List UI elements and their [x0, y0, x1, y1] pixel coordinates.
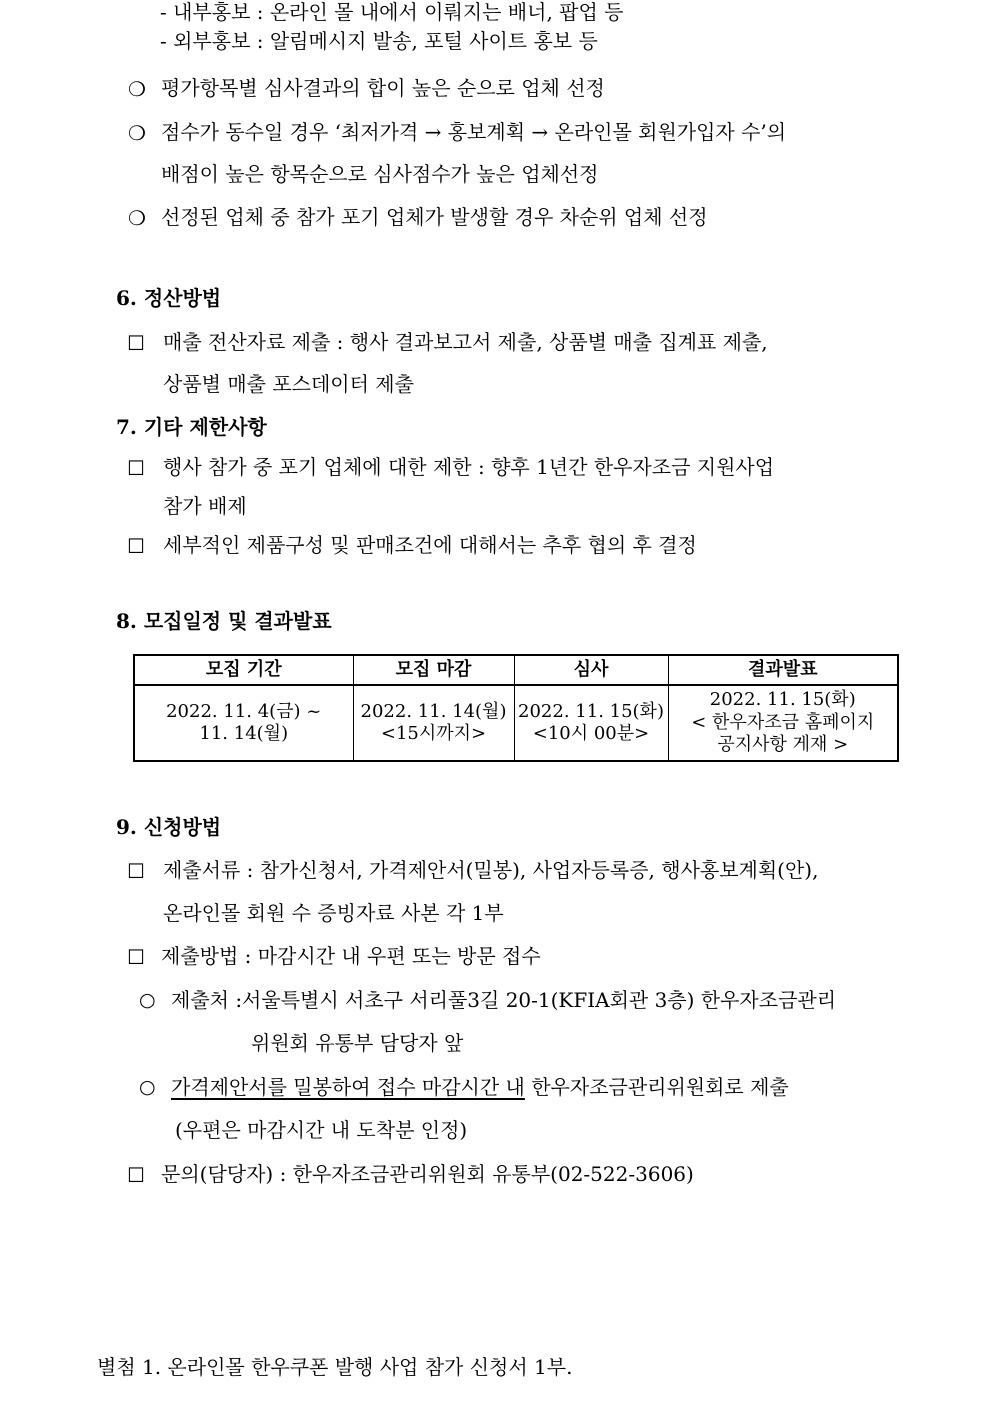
header-recruit-deadline: 모집 마감 [353, 655, 514, 685]
cell-line: 2022. 11. 4(금) ~ [166, 700, 322, 722]
circle-bullet-icon: ❍ [128, 206, 146, 230]
sub-2-rest-text: 한우자조금관리위원회로 제출 [524, 1075, 789, 1099]
cell-line: <10시 00분> [532, 723, 650, 744]
section-9-title: 9. 신청방법 [116, 815, 222, 839]
selection-item-2-line-1: 점수가 동수일 경우 ‘최저가격 → 홍보계획 → 온라인몰 회원가입자 수’의 [161, 120, 787, 144]
schedule-table [133, 654, 899, 762]
cell-recruit-period [134, 685, 353, 761]
underlined-text: 가격제안서를 밀봉하여 접수 마감시간 내 [171, 1075, 525, 1099]
cell-line: 2022. 11. 15(화) [518, 700, 664, 722]
section-9-item-2: 제출방법 : 마감시간 내 우편 또는 방문 접수 [161, 944, 541, 968]
schedule-header-row [134, 655, 898, 685]
section-6-item-line-1: 매출 전산자료 제출 : 행사 결과보고서 제출, 상품별 매출 집계표 제출, [163, 330, 768, 354]
section-9-item-3: 문의(담당자) : 한우자조금관리위원회 유통부(02-522-3606) [161, 1162, 694, 1186]
checkbox-bullet-icon: ☐ [127, 331, 145, 355]
small-circle-bullet-icon: ○ [139, 1076, 156, 1098]
selection-item-1: 평가항목별 심사결과의 합이 높은 순으로 업체 선정 [161, 76, 605, 100]
circle-bullet-icon: ❍ [128, 77, 146, 101]
checkbox-bullet-icon: ☐ [127, 945, 145, 969]
table-row [134, 685, 898, 761]
cell-line: <15시까지> [380, 723, 487, 744]
cell-recruit-deadline [353, 685, 514, 761]
section-9-item-1-line-2: 온라인몰 회원 수 증빙자료 사본 각 1부 [163, 901, 504, 925]
section-9-sub-2-line-1 [171, 1077, 789, 1097]
circle-bullet-icon: ❍ [128, 121, 146, 145]
cell-line: 11. 14(월) [199, 723, 289, 744]
checkbox-bullet-icon: ☐ [127, 859, 145, 883]
section-7-title: 7. 기타 제한사항 [116, 415, 267, 439]
section-9-sub-2-line-2: (우편은 마감시간 내 도착분 인정) [175, 1118, 468, 1142]
checkbox-bullet-icon: ☐ [127, 1163, 145, 1187]
section-7-item-2: 세부적인 제품구성 및 판매조건에 대해서는 추후 협의 후 결정 [163, 533, 697, 557]
section-8-title: 8. 모집일정 및 결과발표 [116, 609, 332, 633]
cell-line: < 한우자조금 홈페이지 [691, 711, 875, 733]
cell-line: 공지사항 게재 > [717, 734, 849, 756]
selection-item-3: 선정된 업체 중 참가 포기 업체가 발생할 경우 차순위 업체 선정 [161, 205, 708, 229]
attachment-note: 별첨 1. 온라인몰 한우쿠폰 발행 사업 참가 신청서 1부. [97, 1355, 573, 1379]
small-circle-bullet-icon: ○ [139, 989, 156, 1011]
section-6-item-line-2: 상품별 매출 포스데이터 제출 [163, 372, 414, 396]
cell-result-announcement [668, 685, 898, 761]
section-9-sub-1-line-2: 위원회 유통부 담당자 앞 [251, 1031, 464, 1055]
header-review: 심사 [514, 655, 668, 685]
selection-item-2-line-2: 배점이 높은 항목순으로 심사점수가 높은 업체선정 [161, 162, 599, 186]
checkbox-bullet-icon: ☐ [127, 456, 145, 480]
section-9-item-1-line-1: 제출서류 : 참가신청서, 가격제안서(밀봉), 사업자등록증, 행사홍보계획(안), [163, 858, 819, 882]
promo-internal-line: - 내부홍보 : 온라인 몰 내에서 이뤄지는 배너, 팝업 등 [160, 0, 624, 24]
section-7-item-1-line-1: 행사 참가 중 포기 업체에 대한 제한 : 향후 1년간 한우자조금 지원사업 [163, 455, 775, 479]
cell-line: 2022. 11. 15(화) [709, 689, 856, 711]
promo-external-line: - 외부홍보 : 알림메시지 발송, 포털 사이트 홍보 등 [160, 29, 598, 53]
cell-line: 2022. 11. 14(월) [360, 700, 507, 722]
section-6-title: 6. 정산방법 [116, 286, 222, 310]
cell-review [514, 685, 668, 761]
checkbox-bullet-icon: ☐ [127, 534, 145, 558]
section-9-sub-1-line-1: 제출처 :서울특별시 서초구 서리풀3길 20-1(KFIA회관 3층) 한우자조금관리 [171, 988, 837, 1012]
header-recruit-period: 모집 기간 [134, 655, 353, 685]
section-7-item-1-line-2: 참가 배제 [163, 494, 247, 518]
header-result-announcement: 결과발표 [668, 655, 898, 685]
